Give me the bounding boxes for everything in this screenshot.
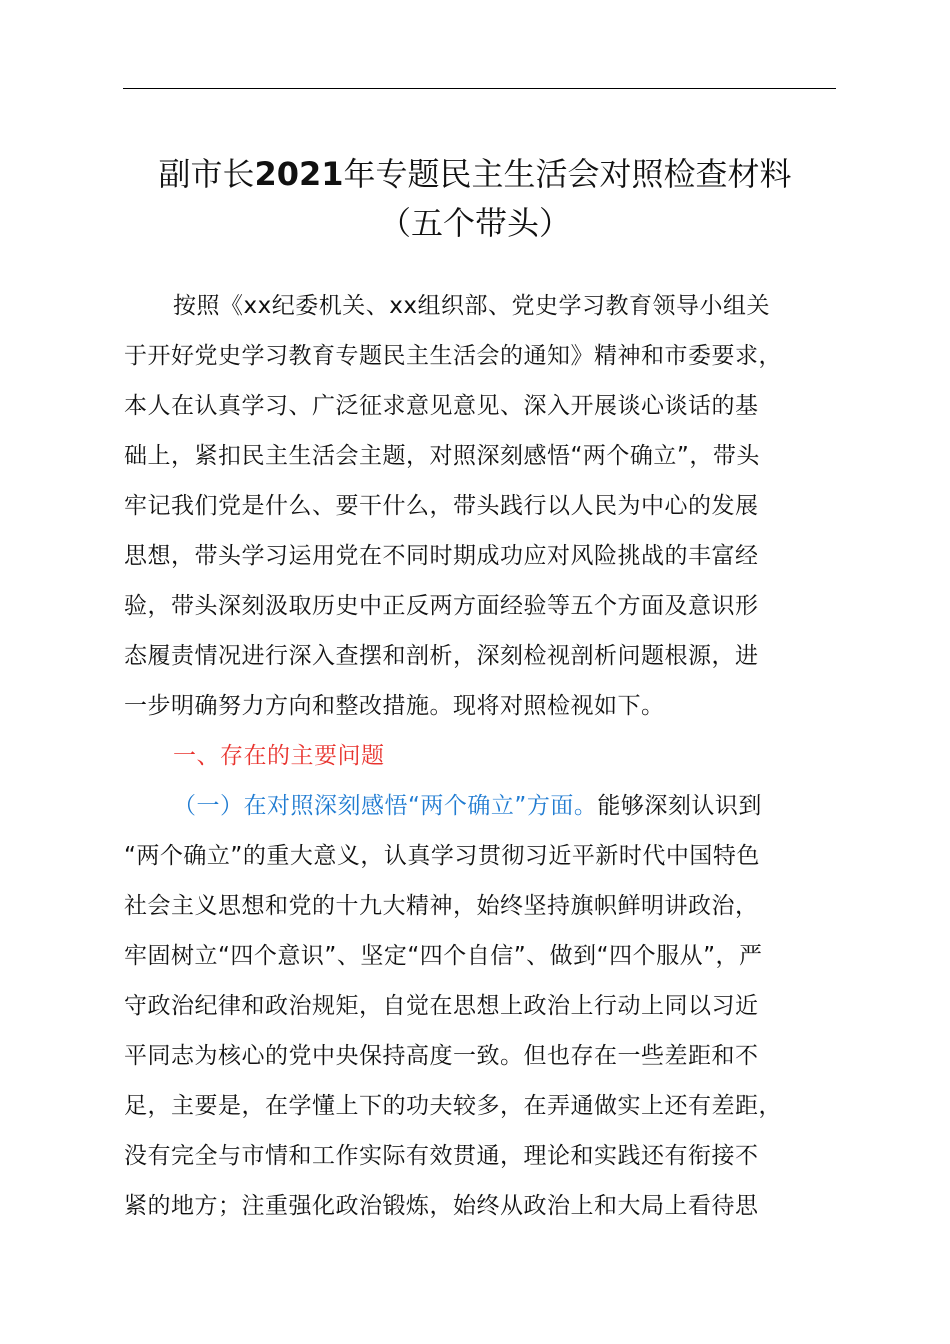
subsection-heading: （一）在对照深刻感悟“两个确立”方面。: [173, 793, 598, 819]
intro-line: 础上，紧扣民主生活会主题，对照深刻感悟“两个确立”，带头: [124, 443, 760, 469]
intro-line: 按照《xx纪委机关、xx组织部、党史学习教育领导小组关: [173, 293, 770, 319]
subsection-line: 没有完全与市情和工作实际有效贯通，理论和实践还有衔接不: [124, 1143, 759, 1169]
title-suffix: 年专题民主生活会对照检查材料: [343, 155, 792, 193]
intro-line: 思想，带头学习运用党在不同时期成功应对风险挑战的丰富经: [124, 543, 759, 569]
document-body: [124, 281, 854, 1231]
intro-line: 本人在认真学习、广泛征求意见意见、深入开展谈心谈话的基: [124, 393, 759, 419]
subsection-line: 社会主义思想和党的十九大精神，始终坚持旗帜鲜明讲政治，: [124, 893, 759, 919]
intro-line: 一步明确努力方向和整改措施。现将对照检视如下。: [124, 693, 665, 719]
document-title: [100, 154, 850, 194]
intro-line: 牢记我们党是什么、要干什么，带头践行以人民为中心的发展: [124, 493, 759, 519]
subsection-line: 紧的地方；注重强化政治锻炼，始终从政治上和大局上看待思: [124, 1193, 759, 1219]
document-subtitle: （五个带头）: [378, 204, 571, 242]
intro-line: 态履责情况进行深入查摆和剖析，深刻检视剖析问题根源，进: [124, 643, 759, 669]
subsection-line: 平同志为核心的党中央保持高度一致。但也存在一些差距和不: [124, 1043, 759, 1069]
subsection-line: 足，主要是，在学懂上下的功夫较多，在弄通做实上还有差距，: [124, 1093, 782, 1119]
subsection-first-line: [124, 781, 854, 831]
title-year: 2021: [254, 155, 344, 193]
subsection-line: “两个确立”的重大意义，认真学习贯彻习近平新时代中国特色: [124, 843, 760, 869]
subsection-first-line-text: 能够深刻认识到: [597, 793, 762, 819]
header-rule: [123, 88, 836, 89]
section-heading: 一、存在的主要问题: [173, 743, 385, 769]
intro-line: 于开好党史学习教育专题民主生活会的通知》精神和市委要求，: [124, 343, 782, 369]
subsection-line: 牢固树立“四个意识”、坚定“四个自信”、做到“四个服从”，严: [124, 943, 763, 969]
intro-line: 验，带头深刻汲取历史中正反两方面经验等五个方面及意识形: [124, 593, 759, 619]
title-prefix: 副市长: [158, 155, 255, 193]
subsection-line: 守政治纪律和政治规矩，自觉在思想上政治上行动上同以习近: [124, 993, 759, 1019]
